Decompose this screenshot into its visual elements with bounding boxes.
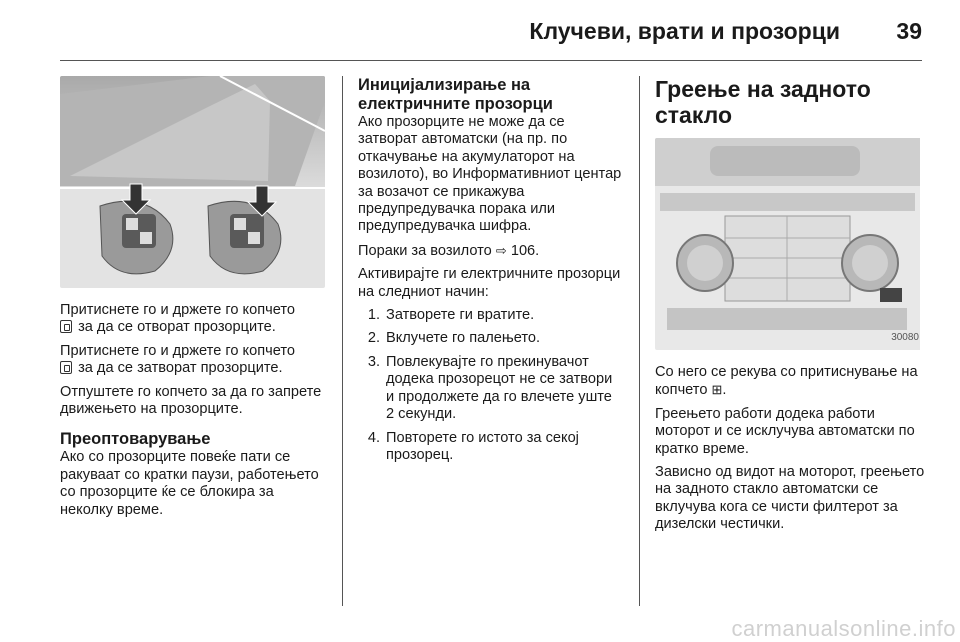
window-close-button-icon [60, 361, 72, 374]
paragraph-vehicle-messages: Пораки за возилото ⇨ 106. [358, 242, 540, 259]
heading-overload: Преоптоварување [60, 430, 211, 449]
column-1 [60, 76, 325, 525]
list-item: 2. Вклучете го палењето. [367, 330, 541, 347]
page-reference-arrow-icon: ⇨ [495, 242, 507, 258]
window-open-button-icon [60, 320, 72, 333]
paragraph-overload: Ако со прозорците повеќе пати се ракуваат со кратки паузи, работењето со прозорците ќе се блокира за неколку време. [60, 449, 319, 518]
column-divider-2 [639, 76, 640, 606]
heading-initialize-windows: Иницијализирање на електричните прозорци [358, 76, 553, 113]
paragraph-operate-button: Со него се рекува со притиснување на копчето ⊞. [655, 364, 918, 399]
figure-key-fobs [60, 76, 325, 288]
steps-list [358, 307, 623, 464]
paragraph-open-windows: Притиснете го и држете го копчето за да се отворат прозорците. [60, 302, 295, 336]
paragraph-activate: Активирајте ги електричните прозорци на следниот начин: [358, 266, 621, 300]
paragraph-heating-works: Греењето работи додека работи моторот и се исклучува автоматски по кратко време. [655, 405, 915, 457]
list-item: 4. Повторете го истото за секој прозорец. [367, 429, 579, 463]
heading-rear-window-heating: Греење на задното стакло [655, 76, 871, 128]
footer-watermark: carmanualsonline.info [731, 616, 956, 641]
header-rule [60, 60, 922, 61]
paragraph-cannot-close: Ако прозорците не може да се затворат автоматски (на пр. по откачување на акумулаторот на возилото), во Информативниот центар за возачот се прикажува предупредувачка порака или предупредувачка шифра. [358, 114, 622, 235]
column-divider-1 [342, 76, 343, 606]
column-3 [655, 76, 925, 540]
paragraph-release-button: Отпуштете го копчето за да го запрете движењето на прозорците. [60, 383, 322, 418]
paragraph-close-windows: Притиснете го и држете го копчето за да се затворат прозорците. [60, 342, 295, 377]
header-title: Клучеви, врати и прозорци [529, 18, 840, 44]
figure-number: 30080 [891, 331, 919, 343]
rear-window-heating-icon: ⊞ [711, 382, 723, 398]
paragraph-engine-dependent: Зависно од видот на моторот, греењето на задното стакло автоматски се вклучува кога се чисти филтерот за дизелски честички. [655, 464, 925, 533]
figure-climate-panel [655, 138, 925, 350]
column-2 [358, 76, 623, 470]
list-item: 3. Повлекувајте го прекинувачот додека прозорецот не се затвори и продолжете да го влечете уште 2 секунди. [367, 353, 613, 423]
list-item: 1. Затворете ги вратите. [367, 307, 535, 324]
page-number: 39 [896, 18, 922, 44]
